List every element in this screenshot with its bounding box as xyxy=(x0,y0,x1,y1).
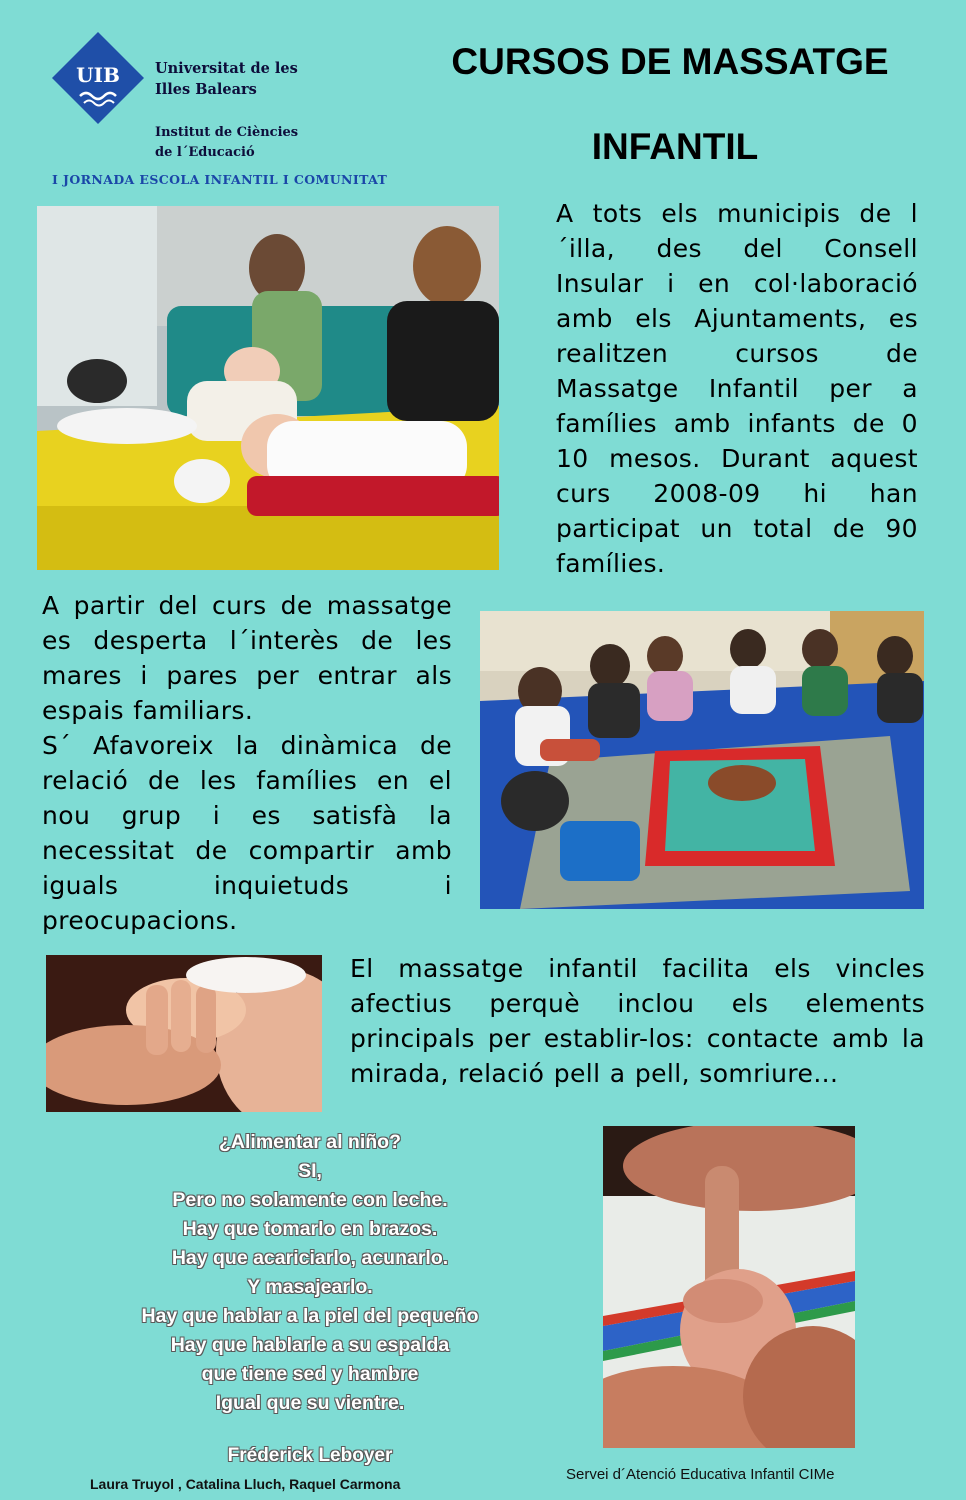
poem-line: Hay que tomarlo en brazos. xyxy=(182,1218,438,1240)
uib-logo-text: UIB xyxy=(76,63,120,87)
institute-name xyxy=(155,123,355,163)
poem-author: Fréderick Leboyer xyxy=(227,1445,393,1466)
poster-title-line-1: CURSOS DE MASSATGE xyxy=(451,41,889,82)
poem-line: ¿Alimentar al niño? xyxy=(218,1131,401,1153)
university-name xyxy=(155,58,355,100)
poster-title-line-2: INFANTIL xyxy=(591,126,759,167)
photo-mothers-massaging-babies xyxy=(37,206,499,570)
photo-group-massage-session xyxy=(480,611,924,909)
jornada-subtitle: I JORNADA ESCOLA INFANTIL I COMUNITAT xyxy=(52,172,388,187)
university-name-line-1: Universitat de les xyxy=(155,60,298,77)
university-name-line-2: Illes Balears xyxy=(155,81,257,98)
poem-line: Y masajearlo. xyxy=(247,1276,373,1298)
bonds-paragraph: El massatge infantil facilita els vincles afectius perquè inclou els elements principals per establir-los: contacte amb la mirada, relació pell a pell, somriure... xyxy=(350,954,925,1088)
photo-hands-baby-foot xyxy=(46,955,322,1112)
poem-line: SI, xyxy=(298,1160,322,1182)
poem-line: Hay que acariciarlo, acunarlo. xyxy=(171,1247,449,1269)
poem xyxy=(60,1128,560,1418)
dynamics-paragraph: S´ Afavoreix la dinàmica de relació de les famílies en el nou grup i es satisfà la necessitat de compartir amb iguals inquietuds i preocupacions. xyxy=(42,731,452,935)
authors-credit: Laura Truyol , Catalina Lluch, Raquel Carmona xyxy=(90,1476,401,1492)
poem-line: Hay que hablar a la piel del pequeño xyxy=(141,1305,479,1327)
poem-line: que tiene sed y hambre xyxy=(201,1363,419,1385)
institute-name-line-1: Institut de Ciències xyxy=(155,125,299,140)
poem-line: Pero no solamente con leche. xyxy=(172,1189,448,1211)
intro-paragraph: A tots els municipis de l´illa, des del Consell Insular i en col·laboració amb els Ajuntaments, es realitzen cursos de Massatge Infantil per a famílies amb infants de 0 10 mesos. Durant aquest curs 2008-09 hi han participat un total de 90 famílies. xyxy=(556,199,918,578)
interest-paragraph: A partir del curs de massatge es desperta l´interès de les mares i pares per entrar als espais familiars. xyxy=(42,591,452,725)
photo-baby-hand-grasping-finger xyxy=(603,1126,855,1448)
service-credit: Servei d´Atenció Educativa Infantil CIMe xyxy=(566,1466,835,1483)
poem-line: Hay que hablarle a su espalda xyxy=(170,1334,450,1356)
poem-line: Igual que su vientre. xyxy=(215,1392,405,1414)
uib-logo xyxy=(50,30,146,126)
institute-name-line-2: de l´Educació xyxy=(155,145,255,160)
